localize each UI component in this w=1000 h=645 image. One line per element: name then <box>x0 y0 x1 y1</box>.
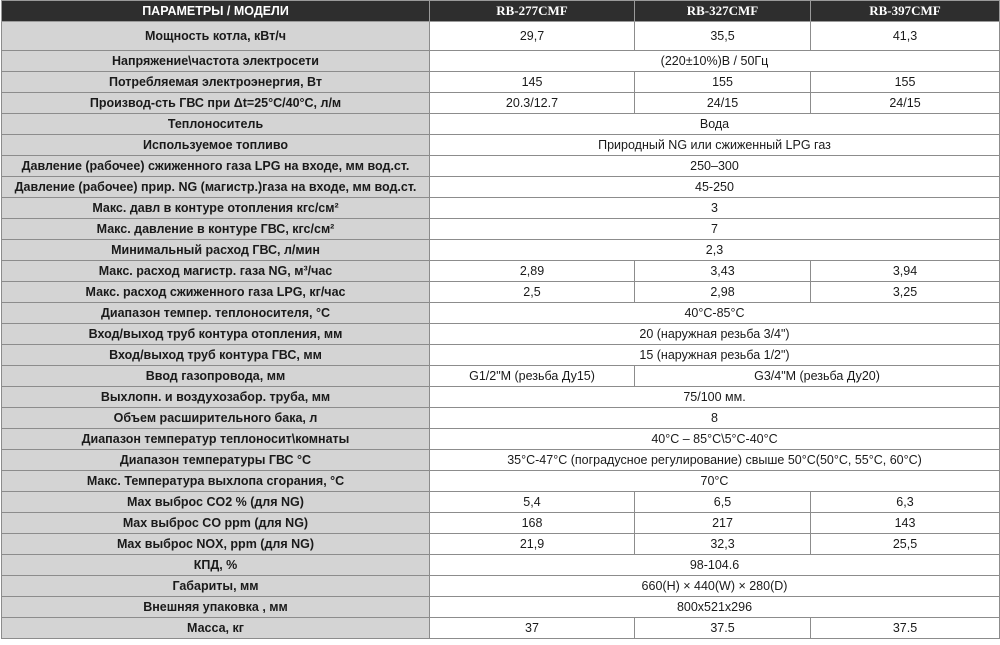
value-cell: 20.3/12.7 <box>430 93 635 114</box>
table-row <box>2 408 1000 429</box>
table-row <box>2 114 1000 135</box>
value-cell: 217 <box>635 513 811 534</box>
value-cell: 24/15 <box>811 93 1000 114</box>
value-cell: 45-250 <box>430 177 1000 198</box>
param-label: Макс. расход сжиженного газа LPG, кг/час <box>2 282 430 303</box>
param-label: Вход/выход труб контура ГВС, мм <box>2 345 430 366</box>
table-row <box>2 534 1000 555</box>
param-label: Max выброс NOX, ppm (для NG) <box>2 534 430 555</box>
value-cell: Вода <box>430 114 1000 135</box>
value-cell: Природный NG или сжиженный LPG газ <box>430 135 1000 156</box>
param-label: Max выброс CO2 % (для NG) <box>2 492 430 513</box>
value-cell: 6,3 <box>811 492 1000 513</box>
param-label: Внешняя упаковка , мм <box>2 597 430 618</box>
value-cell: 21,9 <box>430 534 635 555</box>
table-row <box>2 492 1000 513</box>
value-cell: 3 <box>430 198 1000 219</box>
table-row <box>2 198 1000 219</box>
param-label: Диапазон температуры ГВС °С <box>2 450 430 471</box>
value-cell: 5,4 <box>430 492 635 513</box>
table-row <box>2 261 1000 282</box>
value-cell: 3,25 <box>811 282 1000 303</box>
model-header: RB-277CMF <box>430 1 635 22</box>
spec-body <box>2 22 1000 639</box>
table-row <box>2 597 1000 618</box>
param-label: Теплоноситель <box>2 114 430 135</box>
param-label: Масса, кг <box>2 618 430 639</box>
header-row <box>2 1 1000 22</box>
table-row <box>2 51 1000 72</box>
spec-table <box>1 0 1000 639</box>
value-cell: 32,3 <box>635 534 811 555</box>
table-row <box>2 324 1000 345</box>
value-cell: 155 <box>635 72 811 93</box>
value-cell: 37.5 <box>811 618 1000 639</box>
value-cell: 37.5 <box>635 618 811 639</box>
table-row <box>2 576 1000 597</box>
param-label: Макс. давление в контуре ГВС, кгс/см² <box>2 219 430 240</box>
value-cell: 29,7 <box>430 22 635 51</box>
param-label: Давление (рабочее) прир. NG (магистр.)газа на входе, мм вод.ст. <box>2 177 430 198</box>
param-label: Диапазон темпер. теплоносителя, °С <box>2 303 430 324</box>
table-row <box>2 618 1000 639</box>
value-cell: 6,5 <box>635 492 811 513</box>
value-cell: 2,3 <box>430 240 1000 261</box>
value-cell: 143 <box>811 513 1000 534</box>
value-cell: 168 <box>430 513 635 534</box>
param-label: Макс. Температура выхлопа сгорания, °С <box>2 471 430 492</box>
value-cell: 20 (наружная резьба 3/4") <box>430 324 1000 345</box>
param-label: Объем расширительного бака, л <box>2 408 430 429</box>
param-label: Max выброс CO ppm (для NG) <box>2 513 430 534</box>
value-cell: (220±10%)В / 50Гц <box>430 51 1000 72</box>
value-cell: 3,94 <box>811 261 1000 282</box>
value-cell: 75/100 мм. <box>430 387 1000 408</box>
param-label: Мощность котла, кВт/ч <box>2 22 430 51</box>
value-cell: 15 (наружная резьба 1/2") <box>430 345 1000 366</box>
table-row <box>2 219 1000 240</box>
model-header: RB-397CMF <box>811 1 1000 22</box>
param-label: КПД, % <box>2 555 430 576</box>
param-label: Напряжение\частота электросети <box>2 51 430 72</box>
value-cell: G3/4"M (резьба Ду20) <box>635 366 1000 387</box>
value-cell: 250–300 <box>430 156 1000 177</box>
value-cell: 25,5 <box>811 534 1000 555</box>
value-cell: 70°C <box>430 471 1000 492</box>
param-label: Давление (рабочее) сжиженного газа LPG на входе, мм вод.ст. <box>2 156 430 177</box>
table-row <box>2 345 1000 366</box>
model-header: RB-327CMF <box>635 1 811 22</box>
value-cell: 7 <box>430 219 1000 240</box>
value-cell: 35°C-47°C (поградусное регулирование) свыше 50°C(50°C, 55°C, 60°C) <box>430 450 1000 471</box>
table-row <box>2 471 1000 492</box>
table-row <box>2 450 1000 471</box>
param-label: Выхлопн. и воздухозабор. труба, мм <box>2 387 430 408</box>
value-cell: 98-104.6 <box>430 555 1000 576</box>
param-label: Ввод газопровода, мм <box>2 366 430 387</box>
param-label: Минимальный расход ГВС, л/мин <box>2 240 430 261</box>
table-row <box>2 93 1000 114</box>
value-cell: 37 <box>430 618 635 639</box>
value-cell: 3,43 <box>635 261 811 282</box>
param-header: ПАРАМЕТРЫ / МОДЕЛИ <box>2 1 430 22</box>
param-label: Диапазон температур теплоносит\комнаты <box>2 429 430 450</box>
value-cell: 2,98 <box>635 282 811 303</box>
table-row <box>2 303 1000 324</box>
value-cell: G1/2"M (резьба Ду15) <box>430 366 635 387</box>
value-cell: 40°C – 85°C\5°C-40°C <box>430 429 1000 450</box>
value-cell: 800x521x296 <box>430 597 1000 618</box>
param-label: Потребляемая электроэнергия, Вт <box>2 72 430 93</box>
value-cell: 35,5 <box>635 22 811 51</box>
table-row <box>2 282 1000 303</box>
table-row <box>2 366 1000 387</box>
param-label: Макс. давл в контуре отопления кгс/см² <box>2 198 430 219</box>
table-row <box>2 387 1000 408</box>
param-label: Производ-сть ГВС при Δt=25°С/40°С, л/м <box>2 93 430 114</box>
value-cell: 2,89 <box>430 261 635 282</box>
param-label: Используемое топливо <box>2 135 430 156</box>
table-row <box>2 240 1000 261</box>
param-label: Вход/выход труб контура отопления, мм <box>2 324 430 345</box>
value-cell: 145 <box>430 72 635 93</box>
table-row <box>2 156 1000 177</box>
value-cell: 41,3 <box>811 22 1000 51</box>
table-row <box>2 22 1000 51</box>
value-cell: 2,5 <box>430 282 635 303</box>
param-label: Макс. расход магистр. газа NG, м³/час <box>2 261 430 282</box>
value-cell: 24/15 <box>635 93 811 114</box>
table-row <box>2 177 1000 198</box>
value-cell: 660(H) × 440(W) × 280(D) <box>430 576 1000 597</box>
table-row <box>2 429 1000 450</box>
value-cell: 8 <box>430 408 1000 429</box>
table-row <box>2 72 1000 93</box>
param-label: Габариты, мм <box>2 576 430 597</box>
value-cell: 40°C-85°C <box>430 303 1000 324</box>
table-row <box>2 135 1000 156</box>
table-row <box>2 513 1000 534</box>
value-cell: 155 <box>811 72 1000 93</box>
table-row <box>2 555 1000 576</box>
